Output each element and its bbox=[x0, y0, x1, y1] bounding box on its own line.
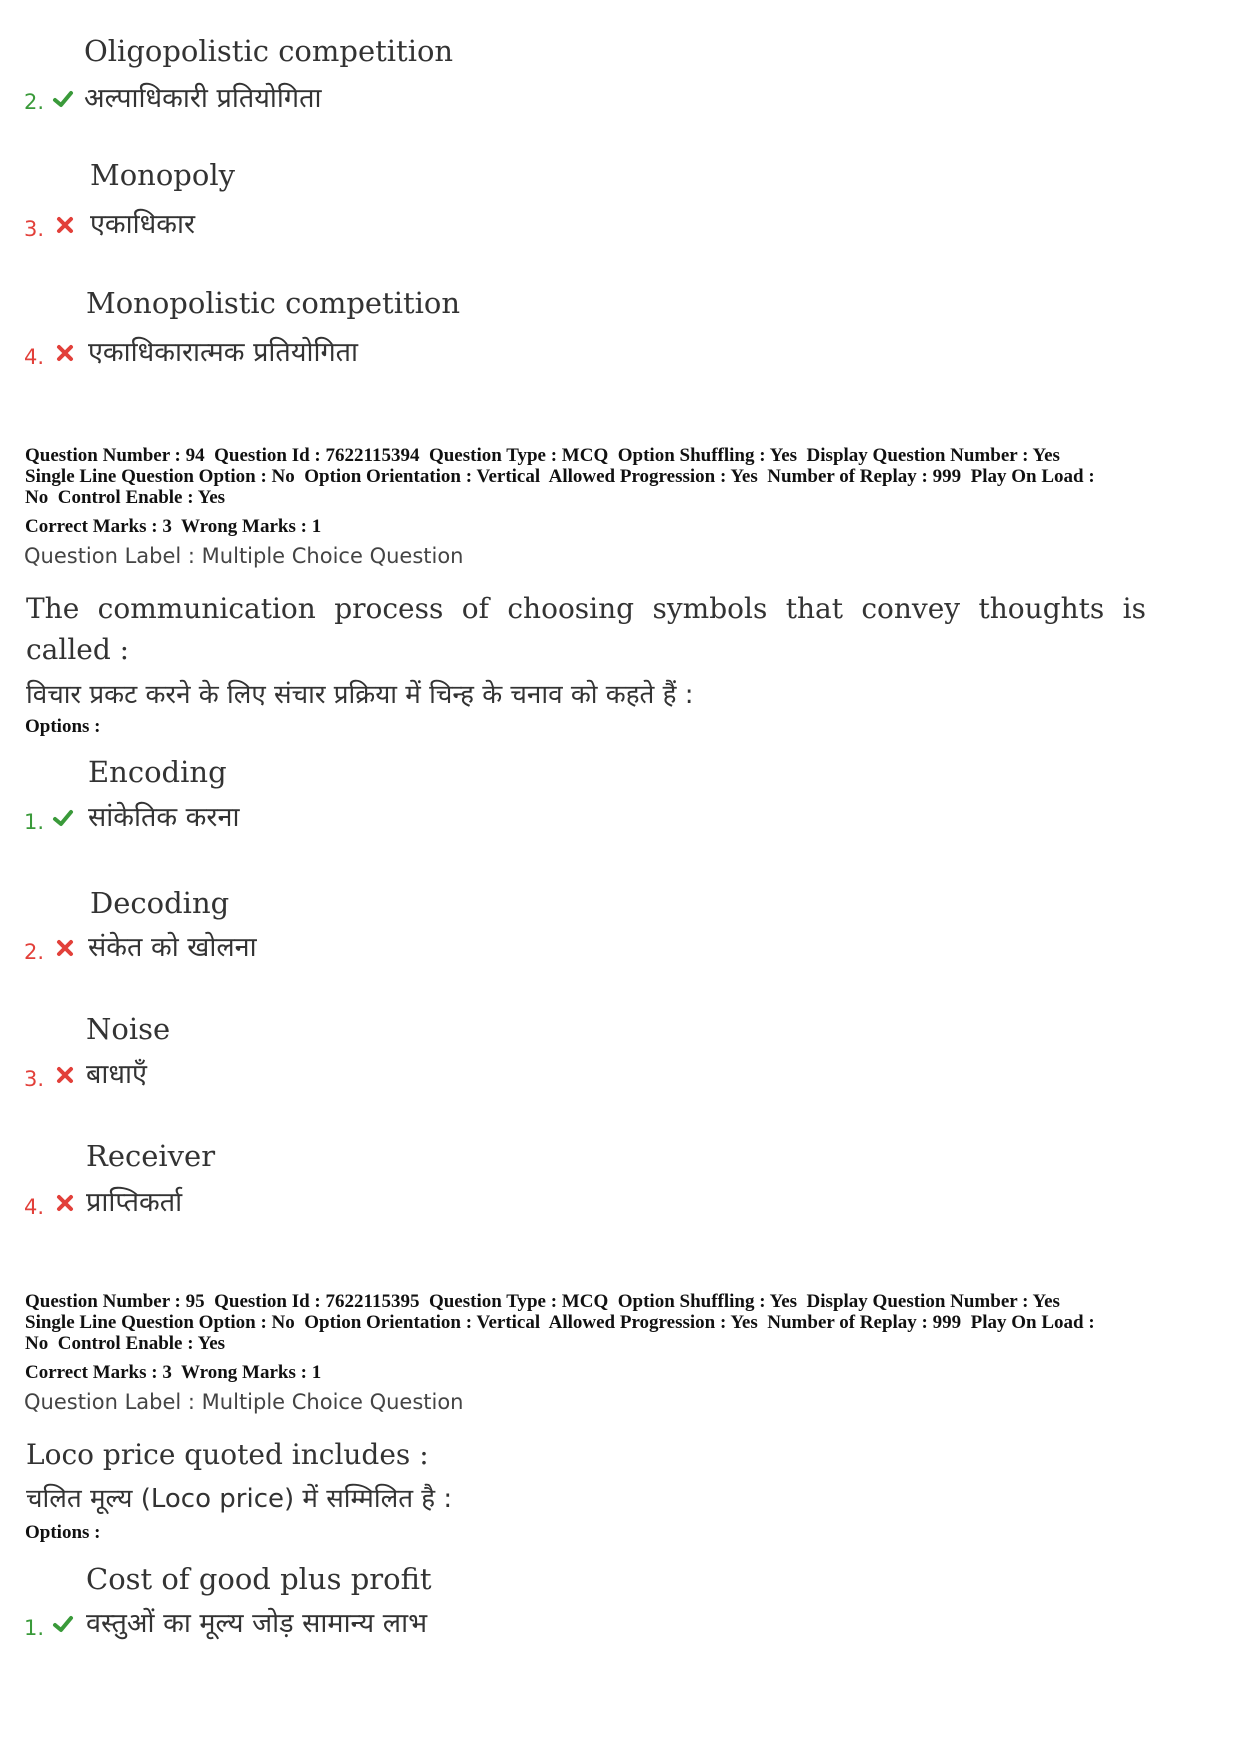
wrong-cross-icon bbox=[54, 1064, 76, 1086]
option-number: 4. bbox=[24, 1195, 45, 1219]
option-english: Monopoly bbox=[90, 158, 235, 192]
question-meta: Question Number : 95 Question Id : 7622115395 Question Type : MCQ Option Shuffling : Yes Display Question Number : Yes Single Line Question Option : No Option Orientation : Vertical Allowed Progression : Yes Number of Replay : 999 Play On Load : No Control Enable : Yes bbox=[25, 1291, 1095, 1354]
question-marks: Correct Marks : 3 Wrong Marks : 1 bbox=[25, 516, 322, 537]
option-english: Cost of good plus profit bbox=[86, 1562, 432, 1596]
option-hindi: सांकेतिक करना bbox=[88, 802, 240, 833]
option-hindi: एकाधिकारात्मक प्रतियोगिता bbox=[88, 337, 359, 368]
option-hindi: वस्तुओं का मूल्य जोड़ सामान्य लाभ bbox=[86, 1608, 428, 1639]
wrong-cross-icon bbox=[54, 214, 76, 236]
option-english: Monopolistic competition bbox=[86, 286, 461, 320]
question-marks: Correct Marks : 3 Wrong Marks : 1 bbox=[25, 1362, 322, 1383]
correct-check-icon bbox=[52, 1613, 74, 1635]
correct-check-icon bbox=[52, 807, 74, 829]
option-number: 3. bbox=[24, 1067, 45, 1091]
option-number: 3. bbox=[24, 217, 45, 241]
wrong-cross-icon bbox=[54, 937, 76, 959]
question-text-english-cont: called : bbox=[26, 633, 130, 666]
options-heading: Options : bbox=[25, 1522, 101, 1543]
question-label: Question Label : Multiple Choice Question bbox=[24, 544, 464, 568]
option-hindi: प्राप्तिकर्ता bbox=[86, 1187, 183, 1218]
correct-check-icon bbox=[52, 88, 74, 110]
option-english: Oligopolistic competition bbox=[84, 34, 454, 68]
option-hindi: संकेत को खोलना bbox=[88, 932, 257, 963]
option-english: Receiver bbox=[86, 1139, 216, 1173]
question-text-english: Loco price quoted includes : bbox=[26, 1438, 429, 1471]
option-english: Decoding bbox=[90, 886, 230, 920]
option-number: 4. bbox=[24, 345, 45, 369]
option-hindi: बाधाएँ bbox=[86, 1059, 147, 1090]
wrong-cross-icon bbox=[54, 1192, 76, 1214]
question-meta: Question Number : 94 Question Id : 7622115394 Question Type : MCQ Option Shuffling : Yes Display Question Number : Yes Single Line Question Option : No Option Orientation : Vertical Allowed Progression : Yes Number of Replay : 999 Play On Load : No Control Enable : Yes bbox=[25, 445, 1095, 508]
option-number: 2. bbox=[24, 90, 45, 114]
option-hindi: अल्पाधिकारी प्रतियोगिता bbox=[84, 83, 322, 114]
question-text-english: The communication process of choosing symbols that convey thoughts is bbox=[26, 592, 1146, 625]
question-label: Question Label : Multiple Choice Question bbox=[24, 1390, 464, 1414]
option-hindi: एकाधिकार bbox=[90, 209, 196, 240]
wrong-cross-icon bbox=[54, 342, 76, 364]
option-number: 1. bbox=[24, 810, 45, 834]
option-number: 1. bbox=[24, 1616, 45, 1640]
question-text-hindi: विचार प्रकट करने के लिए संचार प्रक्रिया में चिन्ह के चनाव को कहते हैं : bbox=[26, 680, 694, 710]
option-english: Noise bbox=[86, 1012, 171, 1046]
question-text-hindi: चलित मूल्य (Loco price) में सम्मिलित है : bbox=[26, 1484, 453, 1514]
option-english: Encoding bbox=[88, 755, 227, 789]
option-number: 2. bbox=[24, 940, 45, 964]
options-heading: Options : bbox=[25, 716, 101, 737]
